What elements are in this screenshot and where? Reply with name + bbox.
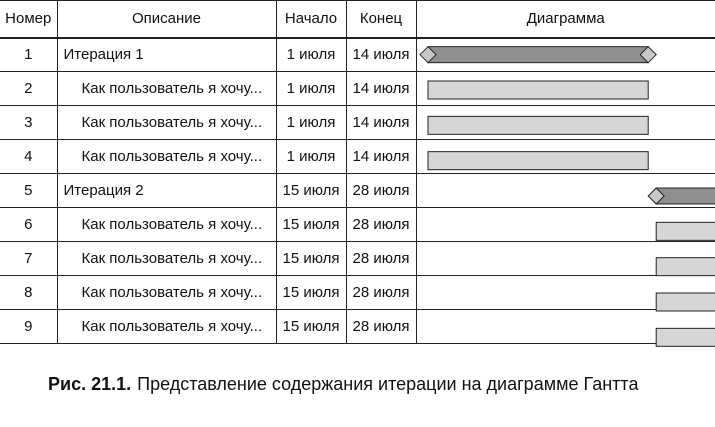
row-number: 8 <box>0 276 57 310</box>
row-description: Как пользователь я хочу... <box>57 242 276 276</box>
row-chart-cell <box>416 276 715 310</box>
row-end: 14 июля <box>346 72 416 106</box>
row-description: Как пользователь я хочу... <box>57 276 276 310</box>
table-row <box>0 140 715 174</box>
row-number: 6 <box>0 208 57 242</box>
row-start: 15 июля <box>276 174 346 208</box>
header-row <box>0 1 715 38</box>
header-start: Начало <box>276 1 346 38</box>
table-row <box>0 242 715 276</box>
row-description: Как пользователь я хочу... <box>57 310 276 344</box>
header-chart: Диаграмма <box>416 1 715 38</box>
row-start: 1 июля <box>276 140 346 174</box>
row-end: 28 июля <box>346 310 416 344</box>
row-number: 4 <box>0 140 57 174</box>
table-row <box>0 38 715 72</box>
row-chart-cell <box>416 208 715 242</box>
row-description: Как пользователь я хочу... <box>57 140 276 174</box>
row-number: 3 <box>0 106 57 140</box>
row-chart-cell <box>416 174 715 208</box>
row-end: 28 июля <box>346 174 416 208</box>
row-description: Итерация 1 <box>57 38 276 72</box>
row-start: 1 июля <box>276 72 346 106</box>
row-end: 28 июля <box>346 208 416 242</box>
row-start: 15 июля <box>276 208 346 242</box>
row-number: 1 <box>0 38 57 72</box>
row-number: 9 <box>0 310 57 344</box>
header-number: Номер <box>0 1 57 38</box>
figure-caption <box>48 372 688 397</box>
table-row <box>0 72 715 106</box>
row-description: Как пользователь я хочу... <box>57 208 276 242</box>
row-start: 15 июля <box>276 242 346 276</box>
table-row <box>0 310 715 344</box>
row-chart-cell <box>416 38 715 72</box>
row-end: 28 июля <box>346 242 416 276</box>
row-chart-cell <box>416 72 715 106</box>
caption-label: Рис. 21.1. <box>48 374 132 394</box>
row-chart-cell <box>416 106 715 140</box>
row-end: 14 июля <box>346 140 416 174</box>
row-end: 14 июля <box>346 106 416 140</box>
row-end: 28 июля <box>346 276 416 310</box>
row-start: 15 июля <box>276 310 346 344</box>
row-description: Итерация 2 <box>57 174 276 208</box>
row-chart-cell <box>416 242 715 276</box>
row-description: Как пользователь я хочу... <box>57 72 276 106</box>
row-start: 15 июля <box>276 276 346 310</box>
table-row <box>0 174 715 208</box>
row-start: 1 июля <box>276 106 346 140</box>
table-row <box>0 106 715 140</box>
caption-text: Представление содержания итерации на диаграмме Гантта <box>137 374 639 394</box>
row-description: Как пользователь я хочу... <box>57 106 276 140</box>
table-row <box>0 276 715 310</box>
header-end: Конец <box>346 1 416 38</box>
table-row <box>0 208 715 242</box>
row-chart-cell <box>416 310 715 344</box>
row-number: 5 <box>0 174 57 208</box>
row-start: 1 июля <box>276 38 346 72</box>
row-end: 14 июля <box>346 38 416 72</box>
row-chart-cell <box>416 140 715 174</box>
header-description: Описание <box>57 1 276 38</box>
row-number: 7 <box>0 242 57 276</box>
row-number: 2 <box>0 72 57 106</box>
